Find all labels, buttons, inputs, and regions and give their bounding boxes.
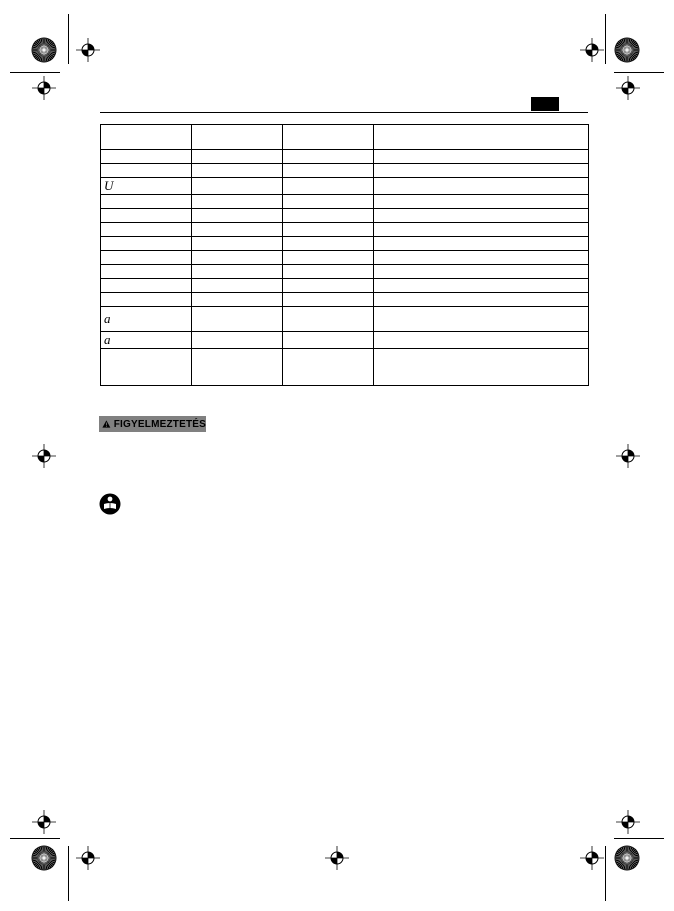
- crop-mark-line: [605, 14, 606, 64]
- table-row: [101, 349, 589, 386]
- registration-crosshair-icon: [76, 846, 100, 870]
- table-cell: [101, 265, 192, 279]
- header-rule: [100, 112, 588, 113]
- table-row: [101, 279, 589, 293]
- crop-mark-line: [10, 72, 60, 73]
- table-cell: [283, 150, 374, 164]
- registration-crosshair-icon: [32, 76, 56, 100]
- table-cell: [101, 164, 192, 178]
- table-cell: [101, 279, 192, 293]
- table-cell: [374, 150, 589, 164]
- table-cell: [283, 164, 374, 178]
- registration-starburst-icon: [31, 37, 57, 63]
- table-cell: [283, 349, 374, 386]
- table-cell: [101, 195, 192, 209]
- table-cell: [192, 223, 283, 237]
- table-cell: [374, 164, 589, 178]
- table-cell: [192, 150, 283, 164]
- table-cell: [283, 279, 374, 293]
- table-cell: [374, 223, 589, 237]
- table-cell: [374, 209, 589, 223]
- table-row: [101, 125, 589, 150]
- table-row: [101, 164, 589, 178]
- table-cell: [374, 125, 589, 150]
- registration-crosshair-icon: [580, 846, 604, 870]
- table-cell: [374, 349, 589, 386]
- table-cell: [374, 265, 589, 279]
- table-row: [101, 265, 589, 279]
- registration-crosshair-icon: [325, 846, 349, 870]
- table-cell: [101, 349, 192, 386]
- table-cell: a: [101, 307, 192, 332]
- table-cell: [374, 293, 589, 307]
- crop-mark-line: [614, 838, 664, 839]
- table-cell: [192, 279, 283, 293]
- table-cell: [192, 209, 283, 223]
- table-cell: [283, 293, 374, 307]
- table-cell: [283, 209, 374, 223]
- table-cell: [101, 223, 192, 237]
- table-cell: [192, 307, 283, 332]
- table-cell: [283, 223, 374, 237]
- table-cell: a: [101, 332, 192, 349]
- table-row: [101, 251, 589, 265]
- table-row: [101, 209, 589, 223]
- crop-mark-line: [605, 846, 606, 901]
- table-cell: [283, 332, 374, 349]
- table-cell: [283, 265, 374, 279]
- table-cell: [192, 164, 283, 178]
- table-cell: [192, 265, 283, 279]
- table-row: [101, 237, 589, 251]
- table-cell: [192, 349, 283, 386]
- table-cell: [192, 293, 283, 307]
- table-cell: [192, 332, 283, 349]
- table-cell: [283, 178, 374, 195]
- technical-data-body: [101, 125, 589, 386]
- technical-data-table: [100, 124, 589, 386]
- registration-starburst-icon: [31, 845, 57, 871]
- warning-triangle-icon: [102, 419, 111, 429]
- table-cell: [283, 237, 374, 251]
- table-cell: [101, 237, 192, 251]
- registration-crosshair-icon: [32, 810, 56, 834]
- table-cell: [101, 251, 192, 265]
- table-cell: [192, 178, 283, 195]
- table-row: [101, 332, 589, 349]
- table-cell: U: [101, 178, 192, 195]
- table-row: [101, 307, 589, 332]
- table-row: [101, 293, 589, 307]
- table-row: [101, 178, 589, 195]
- table-cell: [374, 178, 589, 195]
- table-cell: [374, 332, 589, 349]
- table-row: [101, 195, 589, 209]
- table-cell: [101, 293, 192, 307]
- table-cell: [374, 251, 589, 265]
- warning-label: FIGYELMEZTETÉS: [113, 418, 206, 430]
- table-cell: [101, 150, 192, 164]
- table-cell: [192, 125, 283, 150]
- table-cell: [283, 307, 374, 332]
- table-cell: [374, 237, 589, 251]
- table-cell: [192, 251, 283, 265]
- registration-starburst-icon: [614, 845, 640, 871]
- registration-crosshair-icon: [616, 444, 640, 468]
- crop-mark-line: [10, 838, 60, 839]
- read-manual-icon: [99, 493, 121, 515]
- table-cell: [374, 279, 589, 293]
- table-cell: [192, 237, 283, 251]
- table-row: [101, 223, 589, 237]
- table-cell: [283, 251, 374, 265]
- registration-crosshair-icon: [616, 76, 640, 100]
- registration-starburst-icon: [614, 37, 640, 63]
- table-cell: [192, 195, 283, 209]
- warning-badge: [99, 416, 206, 432]
- table-cell: [283, 125, 374, 150]
- table-cell: [101, 125, 192, 150]
- registration-crosshair-icon: [616, 810, 640, 834]
- crop-mark-line: [614, 72, 664, 73]
- crop-mark-line: [68, 846, 69, 901]
- registration-crosshair-icon: [76, 38, 100, 62]
- crop-mark-line: [68, 14, 69, 64]
- table-cell: [374, 307, 589, 332]
- table-row: [101, 150, 589, 164]
- table-cell: [101, 209, 192, 223]
- registration-crosshair-icon: [580, 38, 604, 62]
- language-tab: [531, 97, 559, 111]
- table-cell: [283, 195, 374, 209]
- table-cell: [374, 195, 589, 209]
- registration-crosshair-icon: [32, 444, 56, 468]
